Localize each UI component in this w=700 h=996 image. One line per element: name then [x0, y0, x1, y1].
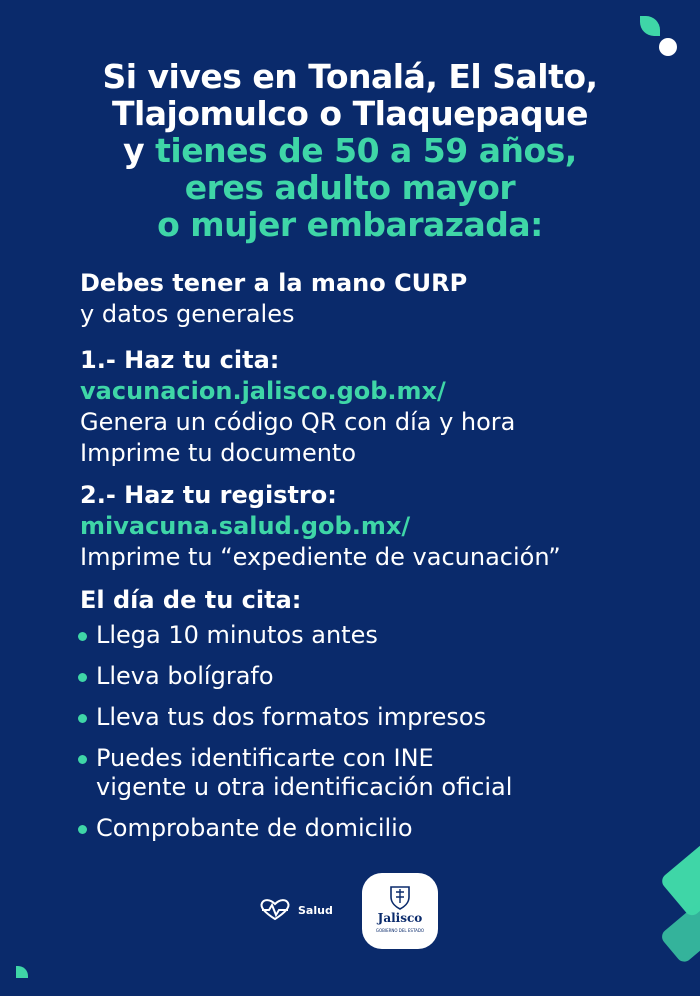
list-item: Lleva bolígrafo: [78, 662, 678, 691]
step-1-title: 1.- Haz tu cita:: [80, 346, 280, 374]
coat-of-arms-icon: [385, 881, 415, 911]
salud-label: Salud: [298, 903, 333, 917]
jalisco-sublabel: GOBIERNO DEL ESTADO: [375, 928, 425, 933]
requirements-subtitle: y datos generales: [80, 300, 295, 328]
step-2-link[interactable]: mivacuna.salud.gob.mx/: [80, 512, 411, 540]
step-1-link[interactable]: vacunacion.jalisco.gob.mx/: [80, 377, 446, 405]
corner-shape-decoration-bottom-left: [16, 966, 28, 978]
appointment-list: [78, 621, 678, 855]
appointment-title: El día de tu cita:: [80, 586, 302, 614]
jalisco-logo: [362, 873, 438, 949]
headline-line-3: [40, 132, 660, 169]
list-item: Lleva tus dos formatos impresos: [78, 703, 678, 732]
headline-line-3-prefix: y: [123, 131, 156, 170]
bullet-icon: [78, 714, 87, 723]
circle-decoration: [659, 38, 677, 56]
step-2-title: 2.- Haz tu registro:: [80, 481, 337, 509]
headline-line-2: Tlajomulco o Tlaquepaque: [111, 94, 589, 133]
headline: [40, 58, 660, 243]
salud-logo: [258, 898, 333, 922]
headline-line-1: Si vives en Tonalá, El Salto,: [102, 57, 598, 96]
bullet-icon: [78, 673, 87, 682]
jalisco-label: Jalisco: [377, 911, 423, 925]
heart-pulse-icon: [258, 898, 292, 922]
list-item: Comprobante de domicilio: [78, 814, 678, 843]
step-1-section: [80, 345, 660, 469]
list-item: Llega 10 minutos antes: [78, 621, 678, 650]
corner-shape-decoration: [640, 16, 660, 36]
requirements-title: Debes tener a la mano CURP: [80, 269, 468, 297]
step-1-line-2: Imprime tu documento: [80, 439, 357, 467]
bullet-icon: [78, 825, 87, 834]
headline-line-4: eres adulto mayor: [184, 168, 516, 207]
bullet-icon: [78, 755, 87, 764]
headline-line-5: o mujer embarazada:: [157, 205, 543, 244]
requirements-section: [80, 268, 660, 330]
diagonal-shape-decoration-lower: [659, 897, 700, 965]
list-item: Puedes identificarte con INE vigente u otra identificación oficial: [78, 744, 678, 802]
step-2-line-1: Imprime tu “expediente de vacunación”: [80, 543, 561, 571]
step-1-line-1: Genera un código QR con día y hora: [80, 408, 516, 436]
bullet-icon: [78, 632, 87, 641]
step-2-section: [80, 480, 660, 573]
headline-line-3-highlight: tienes de 50 a 59 años,: [155, 131, 577, 170]
